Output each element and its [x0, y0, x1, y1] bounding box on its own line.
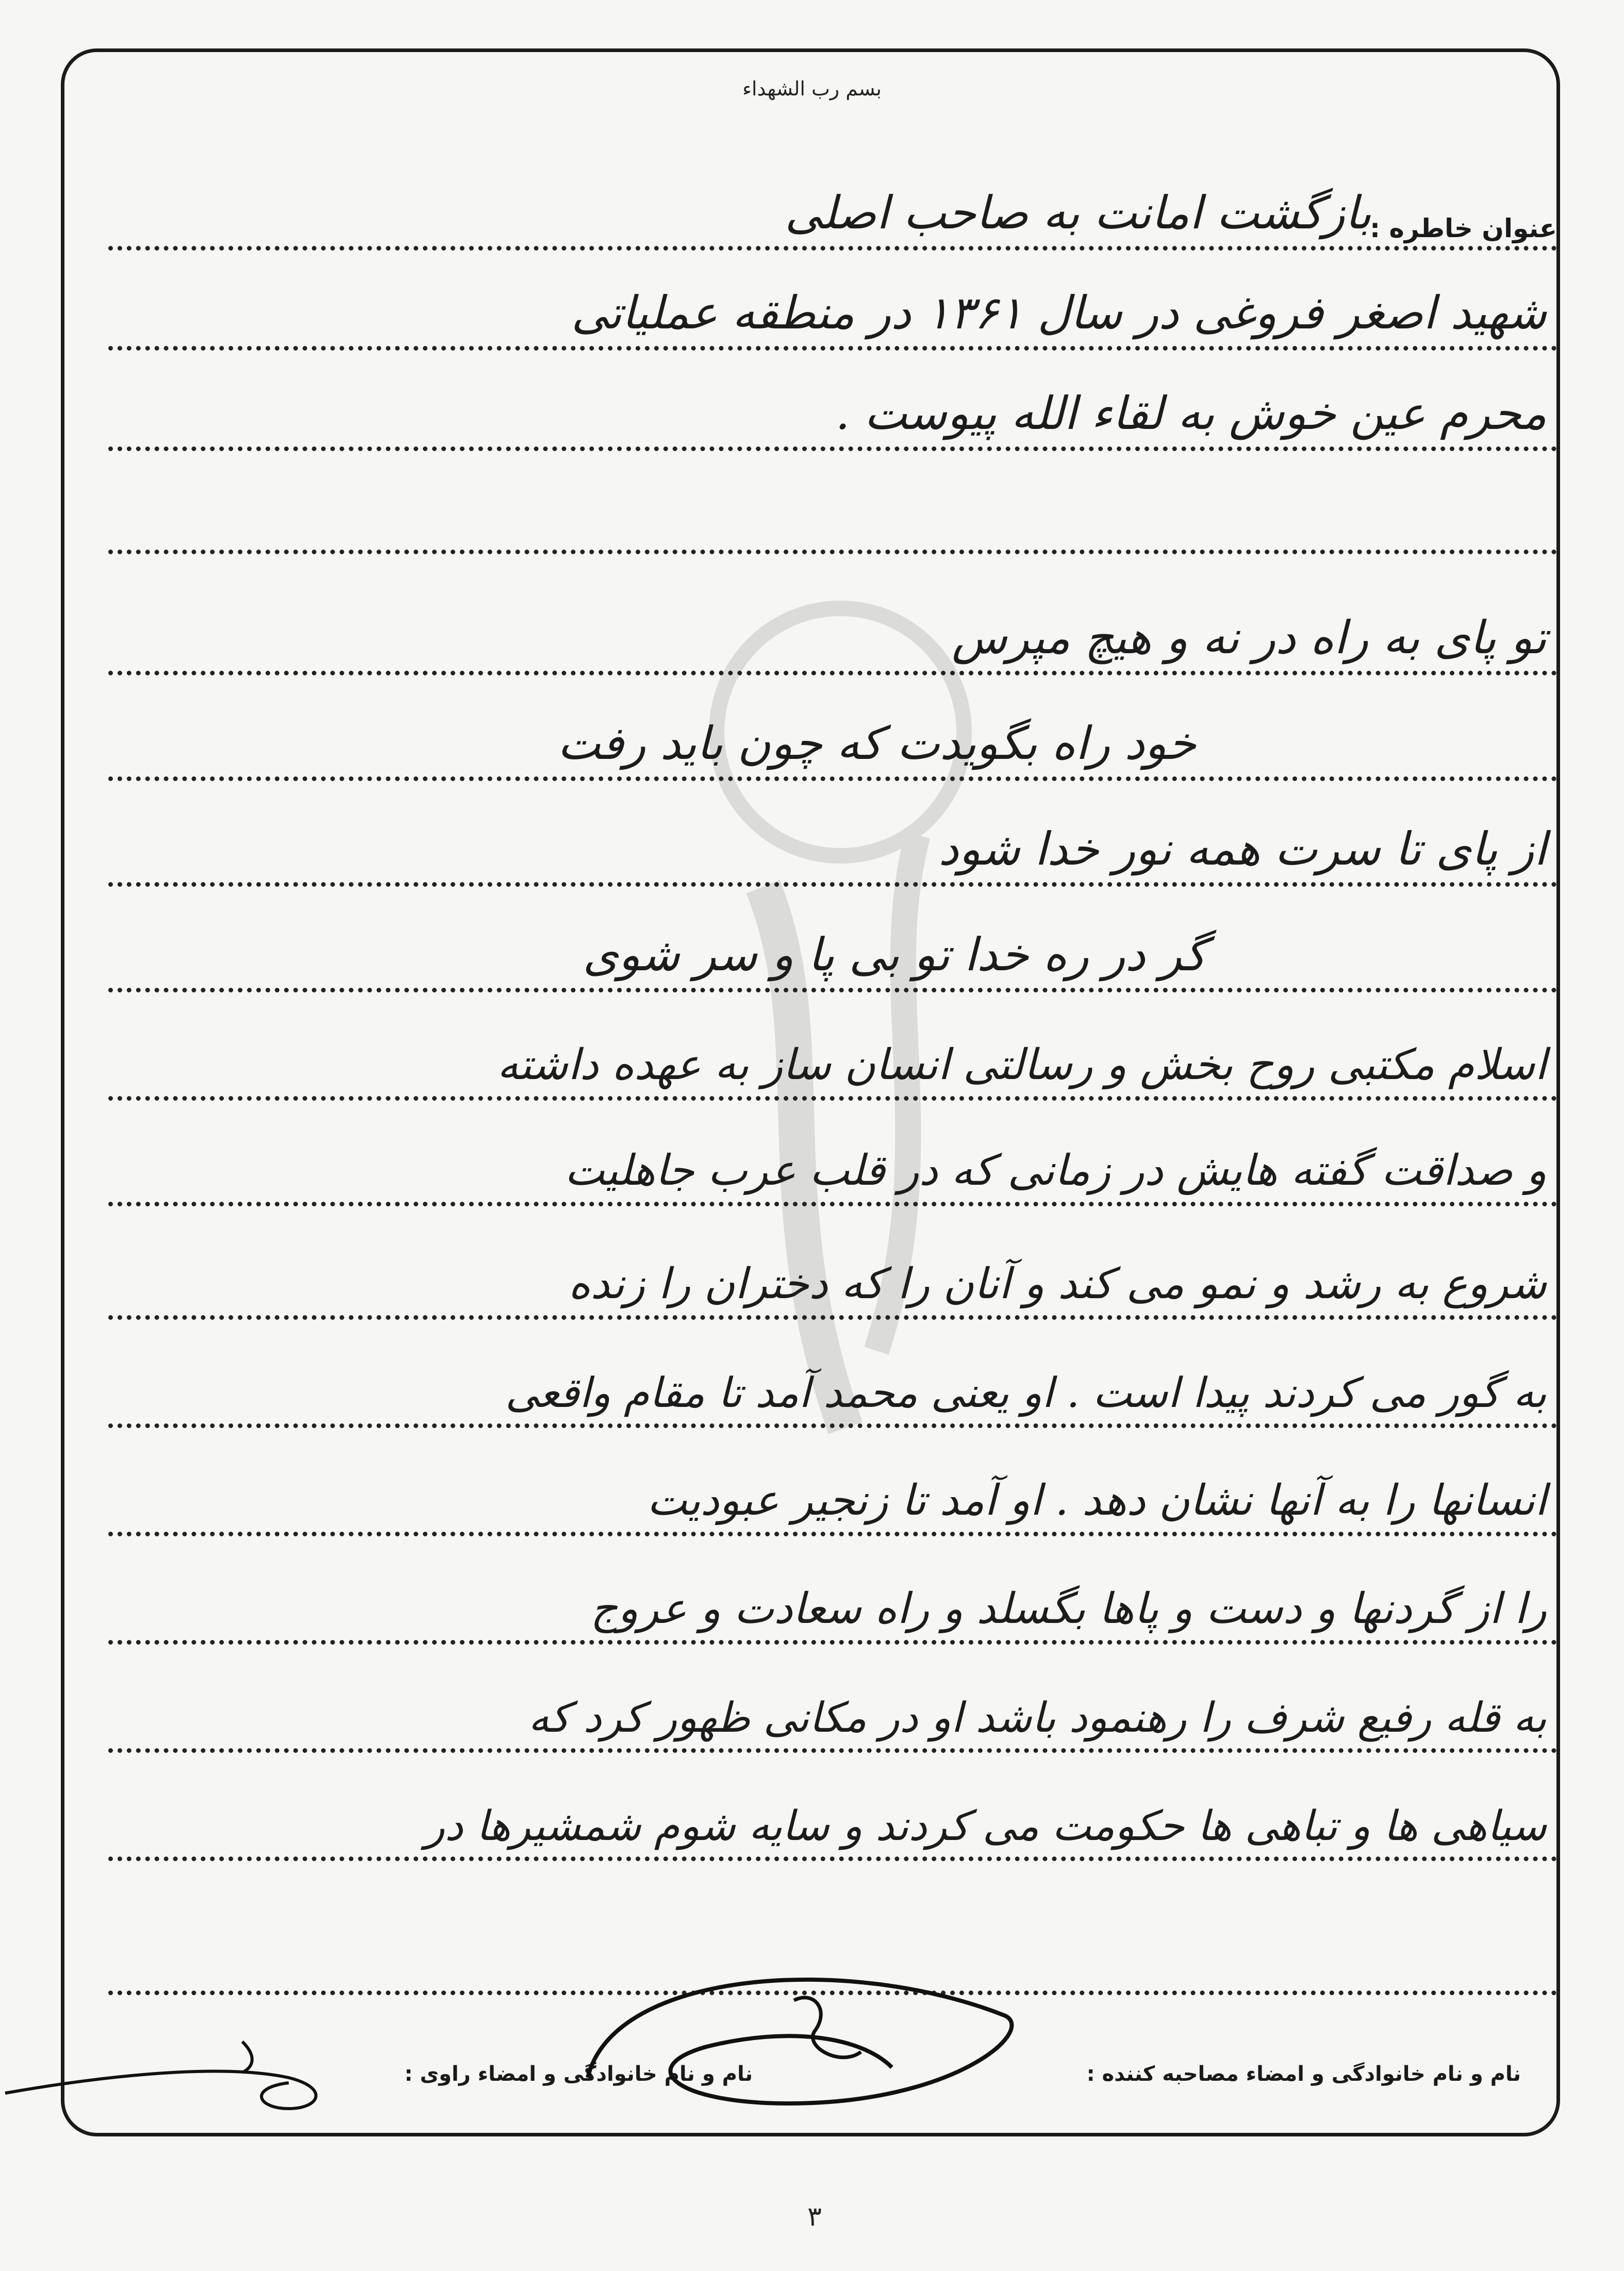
- memoir-line: [108, 1665, 1557, 1753]
- memoir-line-text: و صداقت گفته هایش در زمانی که در قلب عرب جاهلیت: [565, 1146, 1547, 1195]
- page-header-basmala: بسم رب الشهداء: [742, 77, 882, 100]
- narrator-signature-label: نام و نام خانوادگی و امضاء راوی :: [404, 2062, 753, 2086]
- memoir-line: [108, 905, 1557, 992]
- interviewer-signature-label: نام و نام خانوادگی و امضاء مصاحبه کننده :: [1086, 2062, 1521, 2086]
- memoir-line: [108, 1773, 1557, 1861]
- memoir-line-text: شهید اصغر فروغی در سال ۱۳۶۱ در منطقه عملیاتی: [571, 286, 1547, 339]
- memoir-line: [108, 693, 1557, 781]
- memoir-line-text: به قله رفیع شرف را رهنمود باشد او در مکانی ظهور کرد که: [528, 1694, 1547, 1742]
- memoir-line: [108, 467, 1557, 554]
- memoir-line-text: سیاهی ها و تباهی ها حکومت می کردند و سایه شوم شمشیرها در: [425, 1802, 1547, 1850]
- narrator-signature: [0, 2031, 392, 2124]
- page-number: ۳: [807, 2201, 822, 2232]
- title-label: عنوان خاطره :: [1369, 213, 1557, 243]
- memoir-line-text: گر در ره خدا تو بی پا و سر شوی: [583, 928, 1206, 981]
- memoir-line-text: تو پای به راه در نه و هیچ مپرس: [952, 611, 1547, 664]
- memoir-line-text: اسلام مکتبی روح بخش و رسالتی انسان ساز به عهده داشته: [497, 1040, 1547, 1089]
- memoir-line-text: محرم عین خوش به لقاء الله پیوست .: [835, 387, 1547, 440]
- memoir-line: [108, 1340, 1557, 1428]
- memoir-line: [108, 1232, 1557, 1320]
- memoir-line-text: انسانها را به آنها نشان دهد . او آمد تا زنجیر عبودیت: [647, 1476, 1547, 1525]
- interviewer-signature: [572, 1949, 1036, 2134]
- memoir-line-text: شروع به رشد و نمو می کند و آنان را که دختران را زنده: [568, 1259, 1547, 1308]
- memoir-line-text: به گور می کردند پیدا است . او یعنی محمد آمد تا مقام واقعی: [505, 1369, 1547, 1417]
- memoir-line: [108, 799, 1557, 887]
- memoir-line: [108, 363, 1557, 451]
- memoir-line-text: از پای تا سرت همه نور خدا شود: [938, 822, 1547, 875]
- memoir-line-text: را از گردنها و دست و پاها بگسلد و راه سعادت و عروج: [590, 1584, 1547, 1633]
- memoir-line: [108, 1557, 1557, 1645]
- memoir-line-text: خود راه بگویدت که چون باید رفت: [557, 717, 1196, 770]
- memoir-line: [108, 1013, 1557, 1101]
- title-value: بازگشت امانت به صاحب اصلی: [785, 186, 1371, 239]
- memoir-line: [108, 1119, 1557, 1206]
- memoir-line: [108, 263, 1557, 351]
- memoir-line: [108, 588, 1557, 675]
- memoir-line: [108, 1449, 1557, 1536]
- title-row: [108, 163, 1557, 251]
- dotted-rule: [108, 246, 1557, 251]
